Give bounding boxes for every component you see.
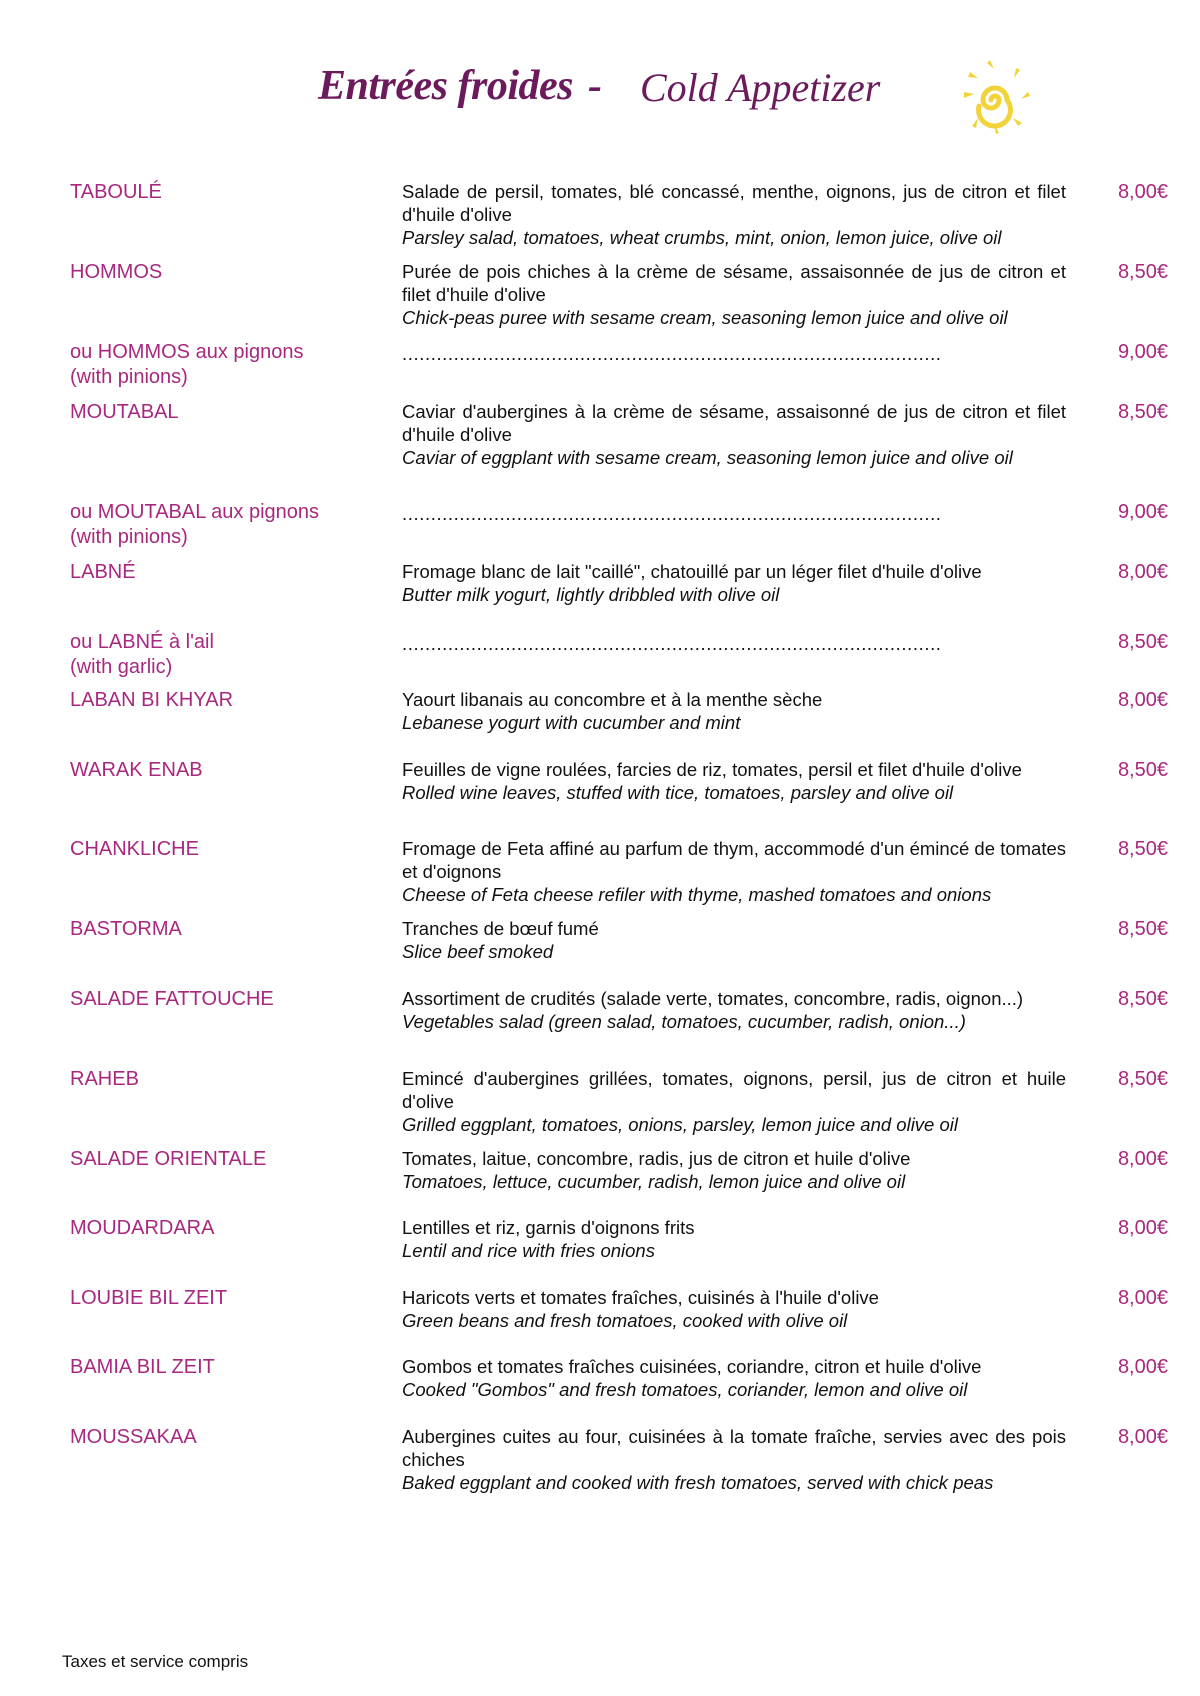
description-english: Caviar of eggplant with sesame cream, seasoning lemon juice and olive oil [402, 447, 1013, 468]
item-name [70, 1147, 390, 1172]
description-french: Fromage blanc de lait "caillé", chatouillé par un léger filet d'huile d'olive [402, 561, 982, 582]
item-description [402, 342, 1066, 365]
item-name-line: LABNÉ [70, 561, 136, 583]
item-price: 8,00€ [1117, 1356, 1168, 1378]
item-description [402, 1147, 1066, 1193]
description-french: Fromage de Feta affiné au parfum de thym, accommodé d'un émincé de tomates et d'oignons [402, 838, 1066, 882]
item-description [402, 180, 1066, 249]
item-description [402, 1425, 1066, 1494]
description-english: Green beans and fresh tomatoes, cooked with olive oil [402, 1310, 848, 1331]
description-french: Tranches de bœuf fumé [402, 918, 599, 939]
item-description [402, 1216, 1066, 1262]
footer-note: Taxes et service compris [62, 1652, 249, 1671]
item-price: 8,50€ [1117, 759, 1168, 781]
item-name [70, 987, 390, 1012]
item-price: 8,00€ [1117, 1287, 1168, 1309]
item-description [402, 837, 1066, 906]
item-price: 8,00€ [1117, 689, 1168, 711]
description-french: Feuilles de vigne roulées, farcies de riz, tomates, persil et filet d'huile d'olive [402, 759, 1022, 780]
item-description [402, 688, 1066, 734]
description-english: Lebanese yogurt with cucumber and mint [402, 712, 741, 733]
description-french: Salade de persil, tomates, blé concassé, menthe, oignons, jus de citron et filet d'huile d'olive [402, 181, 1066, 225]
item-price: 8,50€ [1117, 401, 1168, 423]
item-name-note: (with garlic) [70, 656, 173, 678]
menu-header [0, 52, 1200, 132]
description-french: Yaourt libanais au concombre et à la menthe sèche [402, 689, 823, 710]
item-name-note: (with pinions) [70, 526, 188, 548]
item-description [402, 1355, 1066, 1401]
item-price: 8,50€ [1117, 988, 1168, 1010]
item-description [402, 917, 1066, 963]
item-name [70, 400, 390, 425]
item-name-line: SALADE FATTOUCHE [70, 988, 274, 1010]
description-french: Aubergines cuites au four, cuisinées à la tomate fraîche, servies avec des pois chiches [402, 1426, 1066, 1470]
item-description [402, 1286, 1066, 1332]
item-price: 9,00€ [1117, 501, 1168, 523]
description-french: Lentilles et riz, garnis d'oignons frits [402, 1217, 695, 1238]
description-french: Purée de pois chiches à la crème de sésame, assaisonnée de jus de citron et filet d'huile d'olive [402, 261, 1066, 305]
description-english: Cheese of Feta cheese refiler with thyme, mashed tomatoes and onions [402, 884, 992, 905]
title-french: Entrées froides [318, 63, 573, 109]
item-name [70, 1286, 390, 1311]
item-name [70, 340, 390, 390]
description-french: Gombos et tomates fraîches cuisinées, coriandre, citron et huile d'olive [402, 1356, 982, 1377]
item-name [70, 630, 390, 680]
item-name-line: ou MOUTABAL aux pignons [70, 501, 320, 523]
item-price: 8,50€ [1117, 261, 1168, 283]
dotted-leader: .............................................................................................. [402, 503, 942, 524]
item-name-line: WARAK ENAB [70, 759, 203, 781]
item-price: 8,00€ [1117, 181, 1168, 203]
item-name-line: LABAN BI KHYAR [70, 689, 234, 711]
description-french: Haricots verts et tomates fraîches, cuisinés à l'huile d'olive [402, 1287, 879, 1308]
item-price: 8,00€ [1117, 1426, 1168, 1448]
item-description [402, 560, 1066, 606]
item-name [70, 837, 390, 862]
item-price: 8,50€ [1117, 918, 1168, 940]
description-french: Caviar d'aubergines à la crème de sésame, assaisonné de jus de citron et filet d'huile d'olive [402, 401, 1066, 445]
dotted-leader: .............................................................................................. [402, 343, 942, 364]
item-name [70, 560, 390, 585]
item-name-line: CHANKLICHE [70, 838, 199, 860]
item-name [70, 758, 390, 783]
item-name-line: LOUBIE BIL ZEIT [70, 1287, 228, 1309]
item-name-line: MOUTABAL [70, 401, 179, 423]
item-description [402, 987, 1066, 1033]
item-name [70, 917, 390, 942]
description-english: Baked eggplant and cooked with fresh tomatoes, served with chick peas [402, 1472, 994, 1493]
item-description [402, 1067, 1066, 1136]
item-name-line: BASTORMA [70, 918, 182, 940]
description-english: Chick-peas puree with sesame cream, seasoning lemon juice and olive oil [402, 307, 1008, 328]
item-name-note: (with pinions) [70, 366, 188, 388]
description-english: Rolled wine leaves, stuffed with tice, tomatoes, parsley and olive oil [402, 782, 954, 803]
sun-icon [950, 52, 1040, 142]
title-separator: - [588, 63, 602, 109]
item-price: 8,50€ [1117, 1068, 1168, 1090]
item-name [70, 1216, 390, 1241]
item-description [402, 260, 1066, 329]
item-price: 8,00€ [1117, 561, 1168, 583]
item-name-line: MOUDARDARA [70, 1217, 215, 1239]
description-english: Slice beef smoked [402, 941, 554, 962]
description-french: Emincé d'aubergines grillées, tomates, oignons, persil, jus de citron et huile d'olive [402, 1068, 1066, 1112]
description-english: Cooked "Gombos" and fresh tomatoes, coriander, lemon and olive oil [402, 1379, 968, 1400]
title-english: Cold Appetizer [640, 65, 881, 110]
description-french: Tomates, laitue, concombre, radis, jus de citron et huile d'olive [402, 1148, 911, 1169]
item-name-line: ou HOMMOS aux pignons [70, 341, 304, 363]
description-english: Vegetables salad (green salad, tomatoes, cucumber, radish, onion...) [402, 1011, 966, 1032]
item-name-line: SALADE ORIENTALE [70, 1148, 267, 1170]
description-english: Butter milk yogurt, lightly dribbled with olive oil [402, 584, 780, 605]
item-price: 8,00€ [1117, 1148, 1168, 1170]
dotted-leader: .............................................................................................. [402, 633, 942, 654]
item-name-line: ou LABNÉ à l'ail [70, 631, 214, 653]
item-name [70, 688, 390, 713]
item-name [70, 1067, 390, 1092]
item-price: 8,50€ [1117, 631, 1168, 653]
item-name-line: MOUSSAKAA [70, 1426, 197, 1448]
description-english: Grilled eggplant, tomatoes, onions, parsley, lemon juice and olive oil [402, 1114, 958, 1135]
item-name [70, 1425, 390, 1450]
item-name-line: HOMMOS [70, 261, 163, 283]
item-name [70, 1355, 390, 1380]
item-price: 9,00€ [1117, 341, 1168, 363]
item-price: 8,50€ [1117, 838, 1168, 860]
description-english: Parsley salad, tomatoes, wheat crumbs, mint, onion, lemon juice, olive oil [402, 227, 1002, 248]
item-name [70, 500, 390, 550]
item-price: 8,00€ [1117, 1217, 1168, 1239]
item-name-line: RAHEB [70, 1068, 139, 1090]
item-name [70, 260, 390, 285]
item-name-line: TABOULÉ [70, 181, 162, 203]
item-description [402, 502, 1066, 525]
item-description [402, 400, 1066, 469]
item-name [70, 180, 390, 205]
item-name-line: BAMIA BIL ZEIT [70, 1356, 215, 1378]
description-french: Assortiment de crudités (salade verte, tomates, concombre, radis, oignon...) [402, 988, 1024, 1009]
item-description [402, 632, 1066, 655]
description-english: Tomatoes, lettuce, cucumber, radish, lemon juice and olive oil [402, 1171, 906, 1192]
description-english: Lentil and rice with fries onions [402, 1240, 655, 1261]
item-description [402, 758, 1066, 804]
